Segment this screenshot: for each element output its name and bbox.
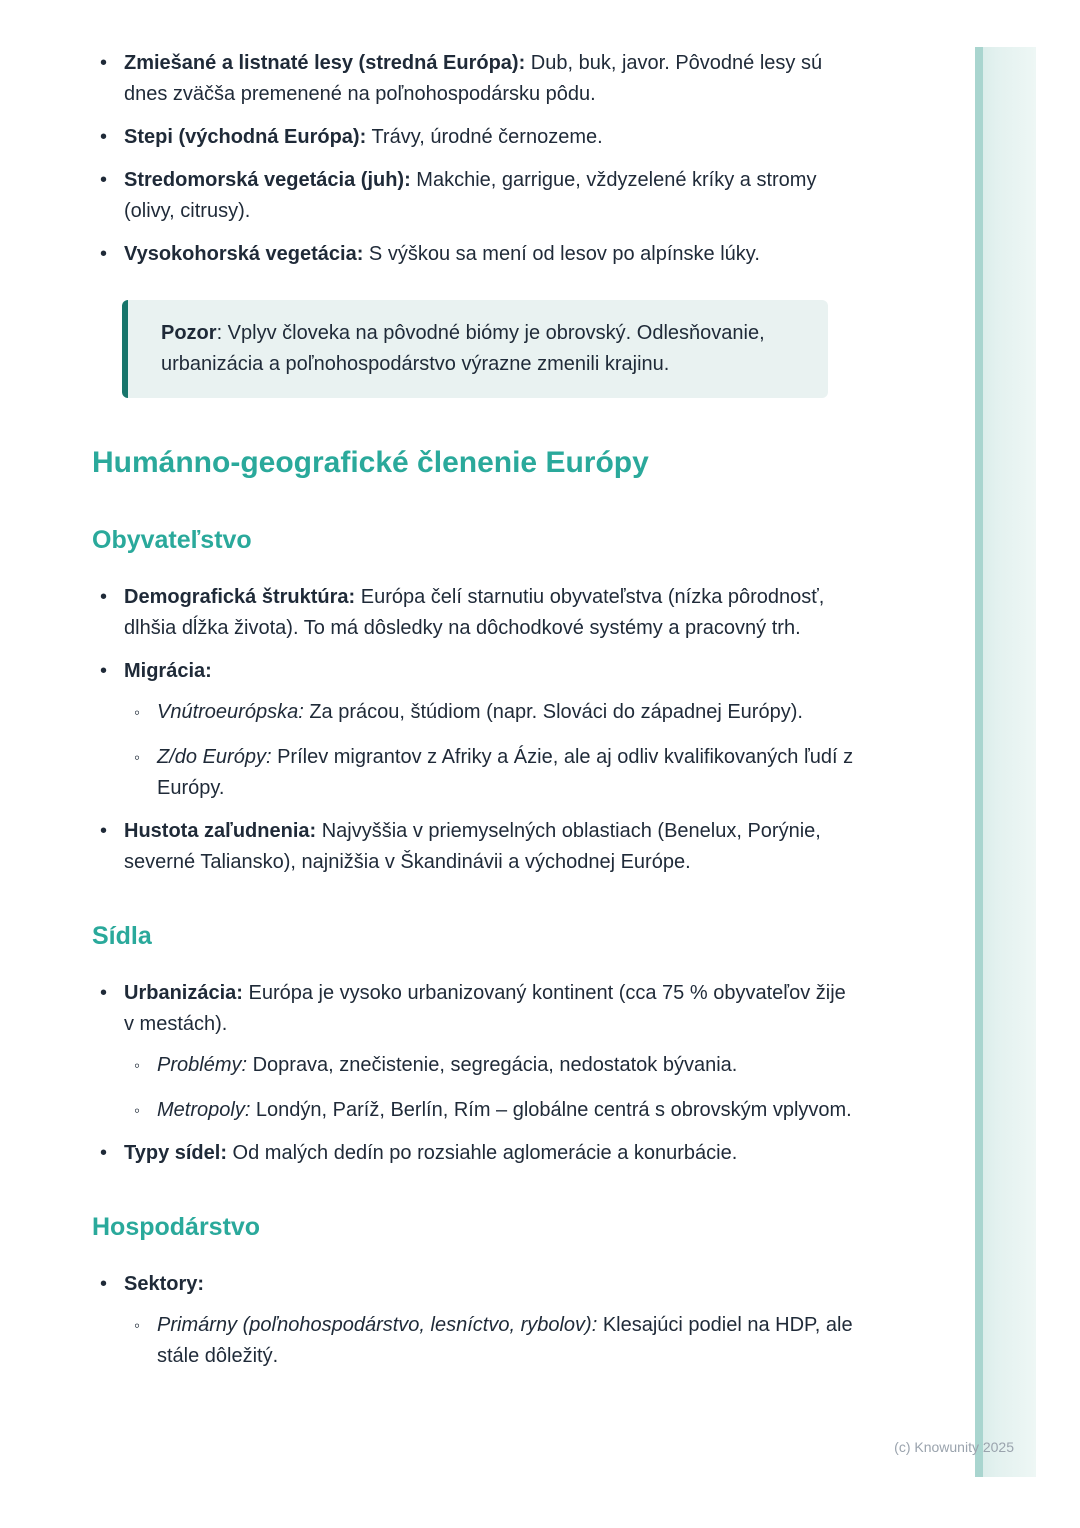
sub-item-body: Prílev migrantov z Afriky a Ázie, ale aj odliv kvalifikovaných ľudí z Európy. <box>157 746 854 799</box>
item-lead: Vysokohorská vegetácia: <box>124 243 364 265</box>
item-lead: Stepi (východná Európa): <box>124 126 367 148</box>
obyvatelstvo-list <box>92 582 854 878</box>
circle-bullet-icon: ◦ <box>134 1101 141 1120</box>
list-item-text <box>124 1269 854 1372</box>
list-item <box>92 48 854 110</box>
copyright-watermark: (c) Knowunity 2025 <box>894 1439 1014 1455</box>
sidla-list <box>92 978 854 1169</box>
bullet-icon: • <box>100 586 108 608</box>
sub-item-lead: Primárny (poľnohospodárstvo, lesníctvo, rybolov): <box>157 1314 598 1336</box>
item-lead: Hustota zaľudnenia: <box>124 820 317 842</box>
circle-bullet-icon: ◦ <box>134 703 141 722</box>
bullet-icon: • <box>100 660 108 682</box>
document-content <box>92 48 854 1384</box>
decorative-side-strip <box>975 47 983 1477</box>
section-heading-sidla: Sídla <box>92 922 152 950</box>
list-item <box>92 239 854 270</box>
item-body: Dub, buk, javor. Pôvodné lesy sú dnes zväčša premenené na poľnohospodársku pôdu. <box>124 52 823 105</box>
list-item-text <box>124 48 854 110</box>
sektory-sublist <box>124 1310 854 1372</box>
sub-list-item <box>124 1095 854 1126</box>
item-lead: Demografická štruktúra: <box>124 586 356 608</box>
sub-item-text <box>157 1095 854 1126</box>
item-body: Najvyššia v priemyselných oblastiach (Benelux, Porýnie, severné Taliansko), najnižšia v Škandinávii a východnej Európe. <box>124 820 821 873</box>
sub-item-lead: Metropoly: <box>157 1099 251 1121</box>
list-item <box>92 122 854 153</box>
bullet-icon: • <box>100 820 108 842</box>
callout-text: : Vplyv človeka na pôvodné biómy je obrovský. Odlesňovanie, urbanizácia a poľnohospodárstvo výrazne zmenili krajinu. <box>161 322 765 375</box>
list-item <box>92 816 854 878</box>
callout-lead: Pozor <box>161 322 217 344</box>
list-item-text <box>124 656 854 804</box>
bullet-icon: • <box>100 52 108 74</box>
list-item-text <box>124 239 854 270</box>
hospodarstvo-list <box>92 1269 854 1372</box>
item-lead: Typy sídel: <box>124 1142 227 1164</box>
item-body: S výškou sa mení od lesov po alpínske lúky. <box>363 243 760 265</box>
migracia-sublist <box>124 697 854 804</box>
warning-callout <box>122 300 828 398</box>
bullet-icon: • <box>100 1273 108 1295</box>
sub-item-lead: Problémy: <box>157 1054 248 1076</box>
decorative-side-bar <box>975 47 1036 1477</box>
bullet-icon: • <box>100 982 108 1004</box>
urbanizacia-sublist <box>124 1050 854 1126</box>
sub-list-item <box>124 1310 854 1372</box>
page-title: Humánno-geografické členenie Európy <box>92 446 649 479</box>
item-body: Európa je vysoko urbanizovaný kontinent (cca 75 % obyvateľov žije v mestách). <box>124 982 846 1035</box>
sub-item-body: Za prácou, štúdiom (napr. Slováci do západnej Európy). <box>303 701 803 723</box>
list-item <box>92 1269 854 1372</box>
item-body: Makchie, garrigue, vždyzelené kríky a stromy (olivy, citrusy). <box>124 169 817 222</box>
list-item <box>92 1138 854 1169</box>
item-lead: Migrácia: <box>124 660 212 682</box>
list-item <box>92 656 854 804</box>
section-heading-obyvatelstvo: Obyvateľstvo <box>92 526 252 554</box>
list-item-text <box>124 816 854 878</box>
list-item-text <box>124 165 854 227</box>
bullet-icon: • <box>100 1142 108 1164</box>
circle-bullet-icon: ◦ <box>134 1056 141 1075</box>
item-lead: Zmiešané a listnaté lesy (stredná Európa): <box>124 52 526 74</box>
list-item <box>92 978 854 1126</box>
list-item <box>92 582 854 644</box>
bullet-icon: • <box>100 169 108 191</box>
vegetation-list <box>92 48 854 270</box>
circle-bullet-icon: ◦ <box>134 748 141 767</box>
item-lead: Sektory: <box>124 1273 205 1295</box>
list-item <box>92 165 854 227</box>
sub-list-item <box>124 697 854 728</box>
list-item-text <box>124 978 854 1126</box>
bullet-icon: • <box>100 126 108 148</box>
item-body: Európa čelí starnutiu obyvateľstva (nízka pôrodnosť, dlhšia dĺžka života). To má dôsledky na dôchodkové systémy a pracovný trh. <box>124 586 825 639</box>
bullet-icon: • <box>100 243 108 265</box>
section-heading-hospodarstvo: Hospodárstvo <box>92 1213 261 1241</box>
sub-item-lead: Vnútroeurópska: <box>157 701 304 723</box>
list-item-text <box>124 1138 854 1169</box>
sub-item-text <box>157 697 854 728</box>
sub-item-body: Londýn, Paríž, Berlín, Rím – globálne centrá s obrovským vplyvom. <box>250 1099 852 1121</box>
sub-item-text <box>157 1050 854 1081</box>
sub-item-body: Doprava, znečistenie, segregácia, nedostatok bývania. <box>247 1054 738 1076</box>
sub-item-text <box>157 1310 854 1372</box>
item-lead: Urbanizácia: <box>124 982 243 1004</box>
item-body: Trávy, úrodné černozeme. <box>366 126 603 148</box>
sub-item-text <box>157 742 854 804</box>
item-lead: Stredomorská vegetácia (juh): <box>124 169 411 191</box>
list-item-text <box>124 582 854 644</box>
list-item-text <box>124 122 854 153</box>
item-body: Od malých dedín po rozsiahle aglomerácie a konurbácie. <box>227 1142 738 1164</box>
sub-item-body: Klesajúci podiel na HDP, ale stále dôležitý. <box>157 1314 853 1367</box>
sub-list-item <box>124 742 854 804</box>
circle-bullet-icon: ◦ <box>134 1316 141 1335</box>
sub-item-lead: Z/do Európy: <box>157 746 272 768</box>
sub-list-item <box>124 1050 854 1081</box>
